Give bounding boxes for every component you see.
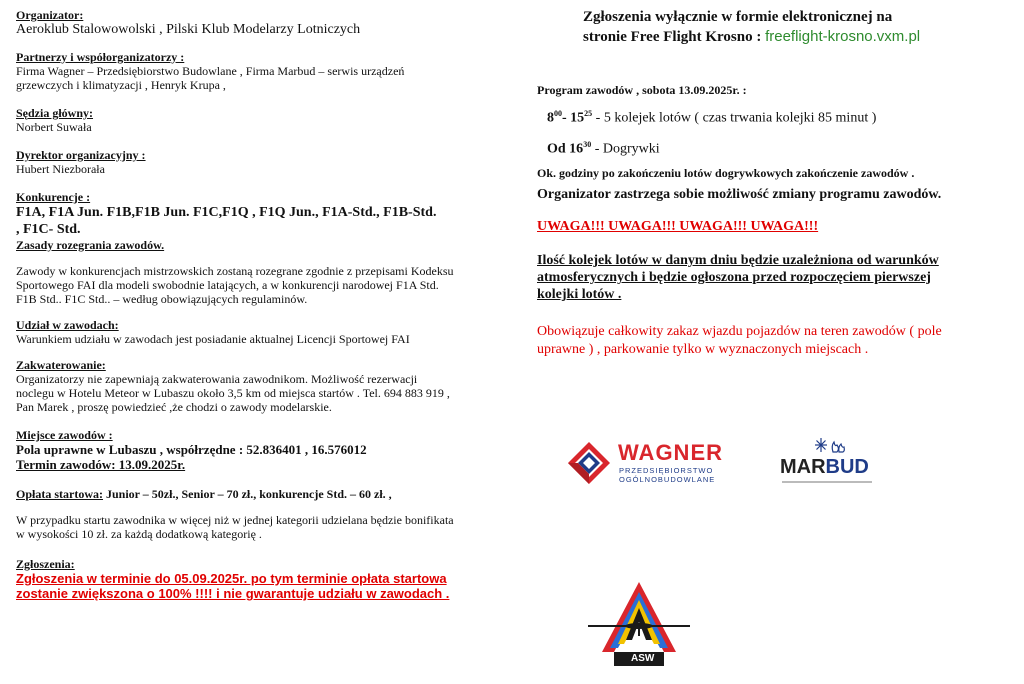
submission-header-line-1: Zgłoszenia wyłącznie w formie elektronicznej na (583, 9, 893, 25)
slot-1-sep: - (562, 110, 571, 126)
fee-label: Opłata startowa: (16, 487, 103, 501)
wagner-logo (566, 438, 736, 488)
partners-label: Partnerzy i współorganizatorzy : (16, 50, 185, 64)
partners-line-1: Firma Wagner – Przedsiębiorstwo Budowlane , Firma Marbud – serwis urządzeń (16, 64, 405, 78)
slot-2-desc: - Dogrywki (591, 141, 660, 157)
participation-label: Udział w zawodach: (16, 318, 119, 332)
asw-logo (584, 578, 694, 670)
fee-value: Junior – 50zł., Senior – 70 zł., konkurencje Std. – 60 zł. , (103, 487, 392, 501)
slot-1-start: 8 (547, 110, 554, 126)
slot-1-end-min: 25 (584, 109, 593, 118)
competitions-label: Konkurencje : (16, 190, 91, 204)
rounds-line-1: Ilość kolejek lotów w danym dniu będzie uzależniona od warunków (537, 253, 939, 269)
slot-1-start-min: 00 (554, 109, 562, 118)
marbud-name (780, 456, 869, 479)
organizer-label: Organizator: (16, 8, 84, 22)
judge-value: Norbert Suwała (16, 120, 92, 134)
accommodation-line-2: noclegu w Hotelu Meteor w Lubaszu około 3,5 km od miejsca startów . Tel. 694 883 919 , (16, 386, 450, 400)
right-column (537, 8, 1015, 359)
judge-label: Sędzia główny: (16, 106, 94, 120)
submission-header-line-2: stronie Free Flight Krosno : (583, 29, 766, 45)
slot-2-start: Od 16 (547, 141, 584, 157)
rules-line-3: F1B Std.. F1C Std.. – według obowiązujących regulaminów. (16, 292, 308, 306)
fee-row (16, 487, 506, 501)
rules-line-2: Sportowego FAI dla modeli swobodnie latających, a w konkurencji narodowej F1A Std. (16, 278, 439, 292)
ban-line-1: Obowiązuje całkowity zakaz wjazdu pojazdów na teren zawodów ( pole (537, 324, 942, 340)
vehicle-ban-note (537, 323, 1015, 359)
reserve-note: Organizator zastrzega sobie możliwość zmiany programu zawodów. (537, 187, 942, 203)
director-value: Hubert Niezborała (16, 162, 105, 176)
ban-line-2: uprawne ) , parkowanie tylko w wyznaczonych miejscach . (537, 342, 869, 358)
left-column (16, 8, 506, 601)
marbud-name-b: BUD (825, 456, 869, 478)
marbud-name-a: MAR (780, 456, 826, 478)
competitions-line-2: , F1C- Std. (16, 222, 81, 237)
program-slot-2 (547, 136, 1015, 159)
place-label: Miejsce zawodów : (16, 428, 113, 442)
rules-line-1: Zawody w konkurencjach mistrzowskich zostaną rozegrane zgodnie z przepisami Kodeksu (16, 264, 454, 278)
director-label: Dyrektor organizacyjny : (16, 148, 146, 162)
free-flight-krosno-link[interactable]: freeflight-krosno.vxm.pl (765, 28, 921, 45)
program-slot-1 (547, 105, 1015, 128)
registration-label: Zgłoszenia: (16, 557, 75, 571)
partners-line-2: grzewczych i klimatyzacji , Henryk Krupa , (16, 78, 226, 92)
registration-line-1: Zgłoszenia w terminie do 05.09.2025r. po tym terminie opłata startowa (16, 571, 447, 586)
participation-value: Warunkiem udziału w zawodach jest posiadanie aktualnej Licencji Sportowej FAI (16, 332, 410, 346)
warning-text: UWAGA!!! UWAGA!!! UWAGA!!! UWAGA!!! (537, 219, 819, 235)
end-note: Ok. godziny po zakończeniu lotów dogrywkowych zakończenie zawodów . (537, 166, 915, 181)
organizer-value: Aeroklub Stalowowolski , Pilski Klub Modelarzy Lotniczych (16, 22, 361, 37)
slot-1-end: 15 (570, 110, 585, 126)
registration-line-2: zostanie zwiększona o 100% !!!! i nie gwarantuje udziału w zawodach . (16, 586, 450, 601)
bonus-line-2: w wysokości 10 zł. za każdą dodatkową kategorię . (16, 527, 262, 541)
wagner-name: WAGNER (618, 440, 723, 465)
marbud-snowflake-flame-icon (813, 436, 847, 456)
marbud-underline (782, 481, 872, 483)
marbud-logo (780, 436, 880, 490)
program-label: Program zawodów , sobota 13.09.2025r. : (537, 83, 747, 97)
bonus-line-1: W przypadku startu zawodnika w więcej niż w jednej kategorii udzielana będzie bonifikata (16, 513, 454, 527)
rules-label: Zasady rozegrania zawodów. (16, 238, 165, 252)
asw-text: ASW (631, 653, 655, 664)
wagner-sub-1: PRZEDSIĘBIORSTWO (619, 466, 714, 475)
rounds-line-2: atmosferycznych i będzie ogłoszona przed rozpoczęciem pierwszej (537, 270, 931, 286)
accommodation-label: Zakwaterowanie: (16, 358, 106, 372)
place-value: Pola uprawne w Lubaszu , współrzędne : 52.836401 , 16.576012 (16, 442, 367, 457)
rounds-line-3: kolejki lotów . (537, 287, 622, 303)
accommodation-line-3: Pan Marek , proszę powiedzieć ,że chodzi o zawody modelarskie. (16, 400, 332, 414)
rounds-note (537, 252, 1015, 303)
slot-1-desc: - 5 kolejek lotów ( czas trwania kolejki 85 minut ) (592, 110, 877, 126)
date-value: Termin zawodów: 13.09.2025r. (16, 457, 186, 472)
submission-header (583, 8, 1015, 47)
accommodation-line-1: Organizatorzy nie zapewniają zakwaterowania zawodnikom. Możliwość rezerwacji (16, 372, 418, 386)
competitions-line-1: F1A, F1A Jun. F1B,F1B Jun. F1C,F1Q , F1Q Jun., F1A-Std., F1B-Std. (16, 205, 437, 220)
slot-2-start-min: 30 (583, 139, 592, 149)
wagner-diamond-icon (566, 440, 612, 486)
wagner-sub-2: OGÓLNOBUDOWLANE (619, 475, 716, 484)
